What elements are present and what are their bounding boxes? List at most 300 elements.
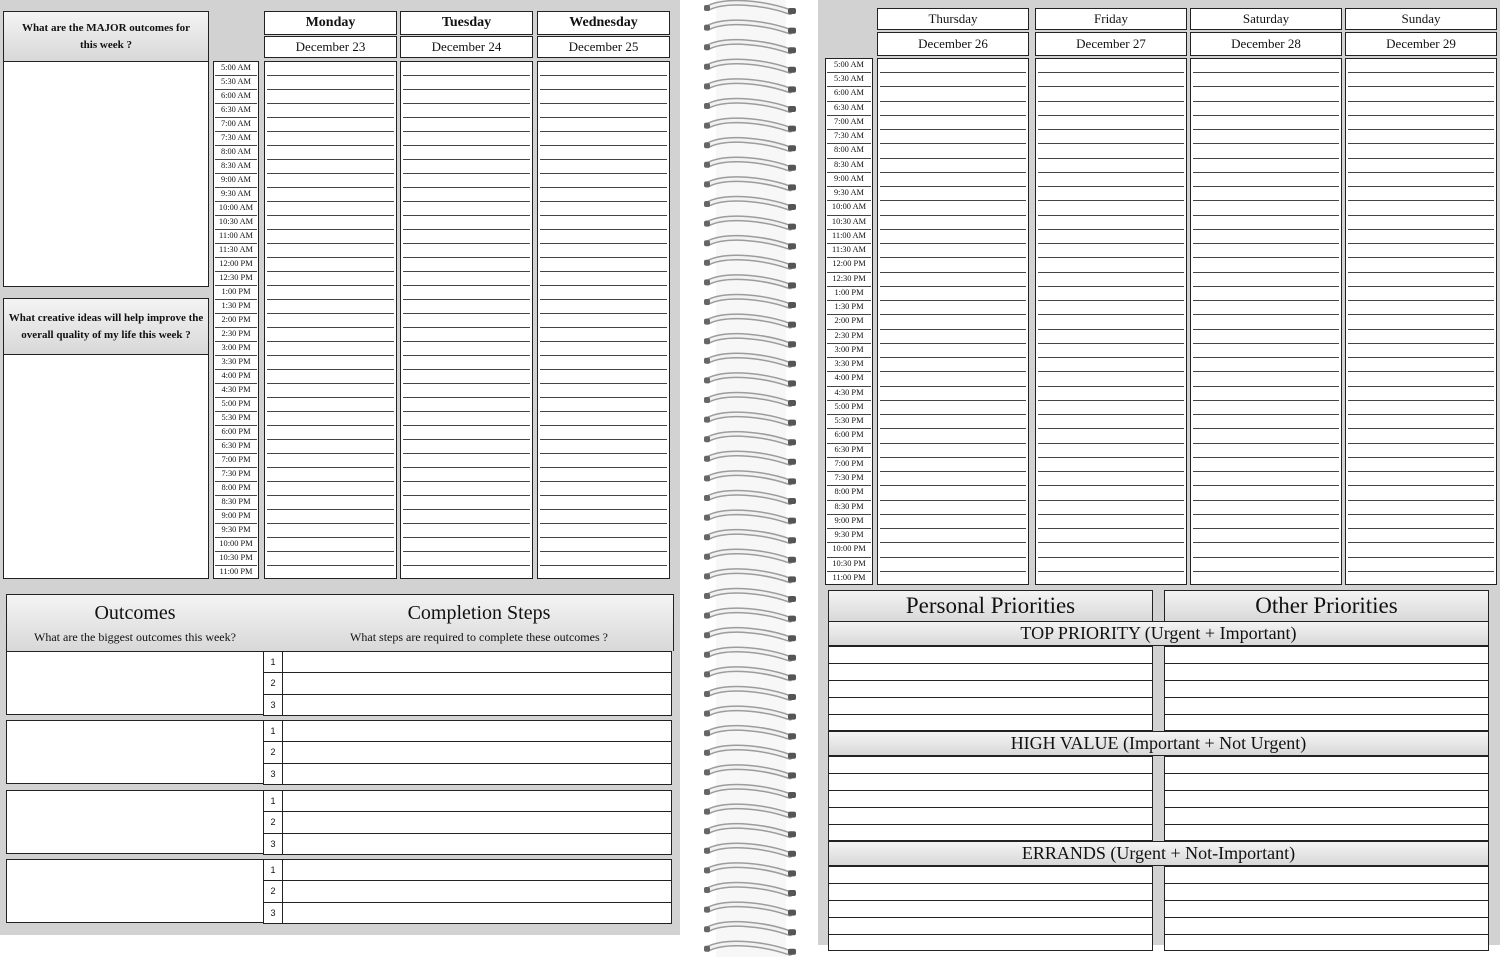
time-slot-line (540, 327, 667, 328)
time-slot-line (540, 117, 667, 118)
priority-line (828, 663, 1153, 664)
time-slot-line (1193, 400, 1339, 401)
day-name-wednesday: Wednesday (537, 11, 670, 35)
time-slot-line (267, 369, 394, 370)
other-priority-list[interactable] (1164, 866, 1489, 951)
time-slot-line (1348, 286, 1494, 287)
major-outcomes-box[interactable] (3, 61, 209, 287)
time-slot-line (1193, 528, 1339, 529)
time-slot-line (403, 411, 530, 412)
time-slot-line (880, 542, 1026, 543)
time-slot-line (267, 117, 394, 118)
time-slot-line (1193, 243, 1339, 244)
time-slot-line (403, 551, 530, 552)
completion-step-field[interactable] (282, 720, 672, 742)
time-slot-line (1348, 514, 1494, 515)
time-label: 2:00 PM (221, 315, 251, 324)
time-divider (827, 471, 871, 472)
time-divider (827, 343, 871, 344)
time-divider (827, 243, 871, 244)
time-slot-line (267, 523, 394, 524)
personal-priority-list[interactable] (828, 866, 1153, 951)
priority-line (1164, 773, 1489, 774)
time-divider (827, 485, 871, 486)
time-label: 7:00 AM (220, 119, 251, 128)
time-slot-line (540, 229, 667, 230)
time-slot-line (267, 131, 394, 132)
time-slot-line (267, 495, 394, 496)
time-label: 1:00 PM (834, 287, 864, 297)
time-label: 2:30 PM (834, 330, 864, 340)
completion-step-field[interactable] (282, 741, 672, 763)
time-slot-line (1193, 101, 1339, 102)
priority-line (1164, 697, 1489, 698)
time-slot-line (540, 509, 667, 510)
time-slot-line (403, 285, 530, 286)
time-label: 5:00 AM (220, 63, 251, 72)
time-label: 12:30 PM (219, 273, 253, 282)
completion-step-field[interactable] (282, 880, 672, 902)
time-slot-line (1348, 471, 1494, 472)
time-slot-line (1038, 158, 1184, 159)
time-divider (215, 75, 257, 76)
time-slot-line (1038, 329, 1184, 330)
time-label: 10:00 PM (832, 544, 866, 554)
time-divider (827, 557, 871, 558)
completion-step-field[interactable] (282, 902, 672, 924)
completion-steps-title: Completion Steps (407, 602, 551, 624)
time-divider (215, 467, 257, 468)
time-divider (215, 271, 257, 272)
day-date-thursday: December 26 (877, 32, 1029, 56)
time-slot-line (1348, 371, 1494, 372)
time-label: 8:30 PM (221, 497, 251, 506)
time-label: 11:00 AM (832, 230, 866, 240)
priority-line (1164, 934, 1489, 935)
time-slot-line (267, 159, 394, 160)
time-slot-line (403, 327, 530, 328)
time-slot-line (880, 400, 1026, 401)
time-slot-line (880, 158, 1026, 159)
time-label: 3:00 PM (834, 344, 864, 354)
time-slot-line (1038, 371, 1184, 372)
time-slot-line (1038, 514, 1184, 515)
time-slot-line (1348, 101, 1494, 102)
time-slot-line (880, 357, 1026, 358)
day-name-friday: Friday (1035, 8, 1187, 30)
time-slot-line (1193, 357, 1339, 358)
day-column-thursday[interactable] (877, 58, 1029, 585)
time-slot-line (1038, 471, 1184, 472)
time-slot-line (267, 341, 394, 342)
time-label: 11:00 PM (832, 572, 866, 582)
time-slot-line (267, 201, 394, 202)
time-label: 8:00 PM (221, 483, 251, 492)
time-divider (827, 457, 871, 458)
time-slot-line (1348, 314, 1494, 315)
time-slot-line (1193, 485, 1339, 486)
time-slot-line (267, 313, 394, 314)
completion-step-field[interactable] (282, 790, 672, 812)
time-slot-line (1348, 143, 1494, 144)
time-slot-line (880, 129, 1026, 130)
time-slot-line (1348, 72, 1494, 73)
time-slot-line (540, 495, 667, 496)
day-date-tuesday: December 24 (400, 36, 533, 58)
time-slot-line (1038, 343, 1184, 344)
time-label: 12:00 PM (219, 259, 253, 268)
time-slot-line (540, 103, 667, 104)
time-slot-line (1193, 215, 1339, 216)
priority-line (828, 917, 1153, 918)
time-label: 11:30 AM (832, 245, 866, 255)
time-slot-line (267, 173, 394, 174)
time-slot-line (403, 355, 530, 356)
time-divider (827, 514, 871, 515)
time-slot-line (403, 131, 530, 132)
time-divider (215, 439, 257, 440)
time-divider (827, 386, 871, 387)
time-slot-line (880, 428, 1026, 429)
time-slot-line (1348, 186, 1494, 187)
time-divider (827, 158, 871, 159)
day-name-saturday: Saturday (1190, 8, 1342, 30)
time-label: 8:00 AM (833, 145, 864, 155)
time-divider (827, 143, 871, 144)
other-priorities-header (1164, 590, 1489, 622)
time-slot-line (267, 299, 394, 300)
time-slot-line (880, 414, 1026, 415)
time-slot-line (403, 187, 530, 188)
time-slot-line (540, 215, 667, 216)
step-number: 2 (263, 741, 283, 763)
time-slot-line (540, 299, 667, 300)
time-slot-line (1348, 86, 1494, 87)
personal-priority-list[interactable] (828, 756, 1153, 841)
completion-step-field[interactable] (282, 859, 672, 881)
time-slot-line (1193, 457, 1339, 458)
time-slot-line (1038, 542, 1184, 543)
time-slot-line (267, 355, 394, 356)
time-slot-line (880, 471, 1026, 472)
time-label: 12:00 PM (832, 259, 866, 269)
time-slot-line (403, 299, 530, 300)
day-column-sunday[interactable] (1345, 58, 1497, 585)
time-slot-line (403, 243, 530, 244)
time-slot-line (1348, 557, 1494, 558)
time-divider (215, 229, 257, 230)
time-divider (215, 355, 257, 356)
time-label: 10:00 PM (219, 539, 253, 548)
time-label: 9:30 PM (834, 530, 864, 540)
time-slot-line (403, 103, 530, 104)
day-date-wednesday: December 25 (537, 36, 670, 58)
completion-step-field[interactable] (282, 811, 672, 833)
time-slot-line (1193, 329, 1339, 330)
time-label: 9:30 AM (220, 189, 251, 198)
time-slot-line (403, 565, 530, 566)
outcomes-subtitle: What are the biggest outcomes this week? (34, 630, 236, 644)
outcome-entry[interactable] (6, 651, 264, 715)
priority-line (1164, 883, 1489, 884)
time-slot-line (880, 101, 1026, 102)
time-divider (215, 103, 257, 104)
time-slot-line (540, 75, 667, 76)
time-slot-line (267, 537, 394, 538)
time-slot-line (1348, 528, 1494, 529)
time-divider (215, 383, 257, 384)
time-slot-line (1038, 86, 1184, 87)
time-slot-line (1038, 314, 1184, 315)
time-slot-line (880, 143, 1026, 144)
day-column-wednesday[interactable] (537, 61, 670, 579)
time-divider (827, 186, 871, 187)
time-slot-line (267, 425, 394, 426)
time-slot-line (403, 537, 530, 538)
time-divider (215, 145, 257, 146)
time-slot-line (540, 537, 667, 538)
time-slot-line (403, 481, 530, 482)
time-slot-line (1193, 514, 1339, 515)
day-name-tuesday: Tuesday (400, 11, 533, 35)
time-divider (215, 89, 257, 90)
priority-section-header: TOP PRIORITY (Urgent + Important) (828, 621, 1489, 646)
priority-line (828, 714, 1153, 715)
time-label: 4:30 PM (221, 385, 251, 394)
time-label: 8:00 PM (834, 487, 864, 497)
time-slot-line (1193, 115, 1339, 116)
step-number: 1 (263, 790, 283, 812)
outcome-entry[interactable] (6, 790, 264, 854)
time-slot-line (267, 509, 394, 510)
completion-step-field[interactable] (282, 672, 672, 694)
time-slot-line (1193, 428, 1339, 429)
time-divider (215, 201, 257, 202)
time-slot-line (1348, 243, 1494, 244)
time-slot-line (880, 300, 1026, 301)
time-slot-line (880, 571, 1026, 572)
time-slot-line (1348, 500, 1494, 501)
time-slot-line (1348, 414, 1494, 415)
time-divider (827, 400, 871, 401)
time-slot-line (1193, 343, 1339, 344)
time-divider (827, 257, 871, 258)
time-slot-line (540, 369, 667, 370)
creative-ideas-header (3, 298, 209, 355)
time-slot-line (1193, 129, 1339, 130)
time-divider (827, 528, 871, 529)
time-divider (827, 272, 871, 273)
time-slot-line (267, 271, 394, 272)
completion-step-field[interactable] (282, 651, 672, 673)
priority-line (1164, 900, 1489, 901)
day-column-tuesday[interactable] (400, 61, 533, 579)
time-slot-line (1193, 300, 1339, 301)
time-slot-line (540, 397, 667, 398)
outcomes-title: Outcomes (94, 602, 176, 624)
time-label: 3:00 PM (221, 343, 251, 352)
day-name-sunday: Sunday (1345, 8, 1497, 30)
time-divider (827, 500, 871, 501)
time-slot-line (1038, 101, 1184, 102)
time-slot-line (1038, 172, 1184, 173)
time-divider (827, 286, 871, 287)
time-divider (827, 72, 871, 73)
priority-line (828, 824, 1153, 825)
time-slot-line (267, 327, 394, 328)
time-slot-line (267, 145, 394, 146)
time-divider (215, 313, 257, 314)
time-slot-line (880, 314, 1026, 315)
time-slot-line (1038, 186, 1184, 187)
time-label: 6:00 AM (220, 91, 251, 100)
time-slot-line (1193, 172, 1339, 173)
time-divider (827, 314, 871, 315)
time-label: 7:00 PM (834, 458, 864, 468)
time-slot-line (403, 495, 530, 496)
day-column-saturday[interactable] (1190, 58, 1342, 585)
time-divider (215, 551, 257, 552)
time-slot-line (1348, 571, 1494, 572)
completion-step-field[interactable] (282, 694, 672, 716)
time-slot-line (540, 523, 667, 524)
time-slot-line (1038, 571, 1184, 572)
time-slot-line (880, 485, 1026, 486)
time-divider (215, 453, 257, 454)
time-divider (827, 357, 871, 358)
time-slot-line (880, 443, 1026, 444)
time-label: 4:30 PM (834, 387, 864, 397)
time-slot-line (267, 397, 394, 398)
time-slot-line (403, 523, 530, 524)
time-divider (215, 173, 257, 174)
time-label: 7:00 PM (221, 455, 251, 464)
time-label: 10:30 AM (218, 217, 254, 226)
time-slot-line (1038, 143, 1184, 144)
completion-steps-subtitle: What steps are required to complete these outcomes ? (350, 630, 608, 644)
time-slot-line (880, 272, 1026, 273)
time-slot-line (880, 229, 1026, 230)
time-slot-line (1193, 371, 1339, 372)
time-slot-line (403, 117, 530, 118)
time-label: 7:30 AM (220, 133, 251, 142)
time-slot-line (403, 425, 530, 426)
time-slot-line (1038, 428, 1184, 429)
personal-priority-list[interactable] (828, 646, 1153, 731)
time-slot-line (403, 159, 530, 160)
time-divider (215, 285, 257, 286)
time-label: 10:30 PM (219, 553, 253, 562)
other-priority-list[interactable] (1164, 646, 1489, 731)
time-label: 10:00 AM (218, 203, 254, 212)
time-slot-line (1348, 357, 1494, 358)
time-divider (215, 537, 257, 538)
completion-step-field[interactable] (282, 833, 672, 855)
day-column-friday[interactable] (1035, 58, 1187, 585)
time-slot-line (267, 467, 394, 468)
time-slot-line (1193, 386, 1339, 387)
time-slot-line (1193, 86, 1339, 87)
time-label: 8:30 PM (834, 501, 864, 511)
time-slot-line (403, 439, 530, 440)
time-slot-line (540, 467, 667, 468)
time-slot-line (1193, 200, 1339, 201)
time-slot-line (540, 481, 667, 482)
time-slot-line (1348, 386, 1494, 387)
time-slot-line (267, 103, 394, 104)
spiral-binding (698, 0, 812, 957)
other-priority-list[interactable] (1164, 756, 1489, 841)
time-slot-line (540, 355, 667, 356)
time-divider (215, 215, 257, 216)
spiral-coil-graphic (698, 0, 812, 957)
time-slot-line (1348, 329, 1494, 330)
time-divider (827, 428, 871, 429)
time-slot-line (267, 187, 394, 188)
time-label: 6:30 PM (834, 444, 864, 454)
day-column-monday[interactable] (264, 61, 397, 579)
time-slot-line (880, 243, 1026, 244)
time-divider (215, 299, 257, 300)
time-label: 9:30 PM (221, 525, 251, 534)
time-label: 9:00 PM (834, 515, 864, 525)
time-slot-line (267, 383, 394, 384)
time-label: 8:00 AM (220, 147, 251, 156)
time-slot-line (1038, 300, 1184, 301)
time-label: 10:00 AM (831, 202, 867, 212)
time-slot-line (403, 397, 530, 398)
major-outcomes-header (3, 11, 209, 62)
time-slot-line (1348, 272, 1494, 273)
completion-step-field[interactable] (282, 763, 672, 785)
time-slot-line (880, 186, 1026, 187)
priority-line (828, 807, 1153, 808)
step-number: 1 (263, 651, 283, 673)
time-slot-line (1348, 428, 1494, 429)
time-slot-line (880, 500, 1026, 501)
time-slot-line (880, 557, 1026, 558)
time-slot-line (1038, 357, 1184, 358)
time-slot-line (1348, 300, 1494, 301)
time-slot-line (540, 383, 667, 384)
time-slot-line (1348, 115, 1494, 116)
time-divider (827, 129, 871, 130)
time-slot-line (1348, 443, 1494, 444)
time-slot-line (1038, 200, 1184, 201)
priority-line (828, 773, 1153, 774)
time-slot-line (540, 243, 667, 244)
time-slot-line (1348, 257, 1494, 258)
time-slot-line (1348, 229, 1494, 230)
time-divider (827, 86, 871, 87)
outcome-entry[interactable] (6, 720, 264, 784)
time-slot-line (880, 286, 1026, 287)
time-divider (215, 523, 257, 524)
time-divider (827, 371, 871, 372)
time-label: 5:30 AM (220, 77, 251, 86)
creative-ideas-box[interactable] (3, 354, 209, 579)
day-date-saturday: December 28 (1190, 32, 1342, 56)
time-label: 9:00 PM (221, 511, 251, 520)
outcome-entry[interactable] (6, 859, 264, 923)
other-priorities-title: Other Priorities (1255, 593, 1398, 618)
time-slot-line (540, 201, 667, 202)
time-slot-line (880, 257, 1026, 258)
personal-priorities-header (828, 590, 1153, 622)
time-divider (215, 369, 257, 370)
time-slot-line (267, 411, 394, 412)
time-slot-line (267, 453, 394, 454)
